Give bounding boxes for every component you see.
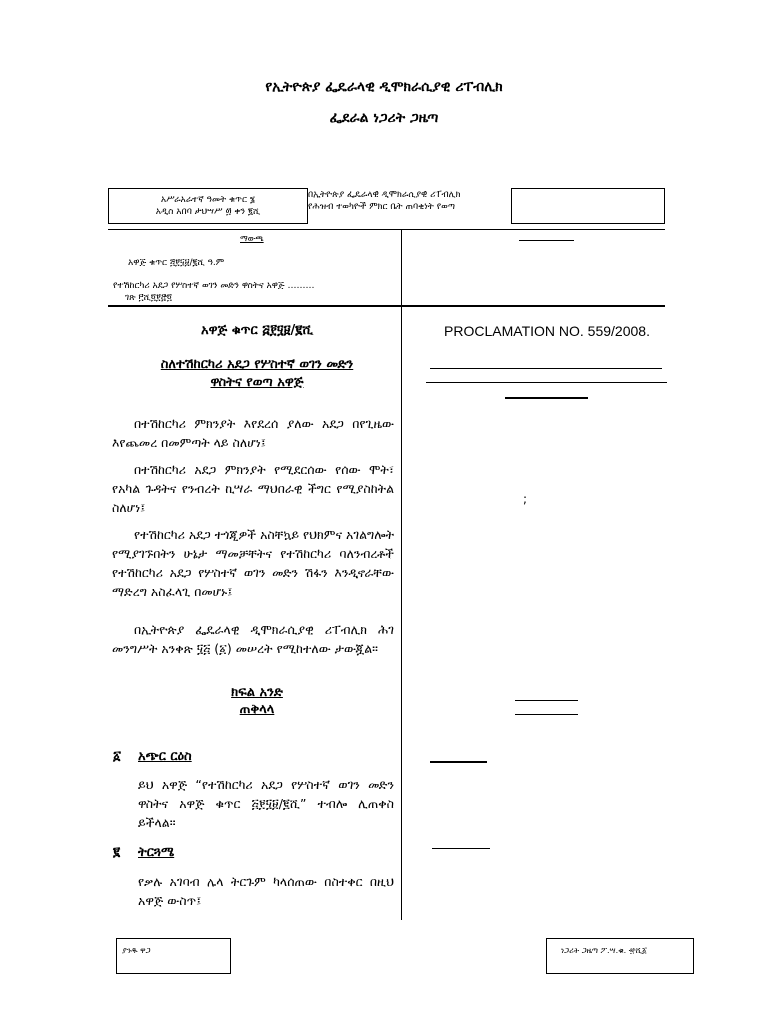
contents-page: ገጽ ፫ሺ፬፻፸፬ [125,293,172,303]
issue-line-1: አሥራአራተኛ ዓመት ቁጥር ፮ [160,195,256,205]
contents-label: ማውጫ [240,234,264,243]
am-proclamation-number: አዋጅ ቁጥር ፭፻፶፱/፪ሺ [200,323,313,338]
am-article-2-text: የቃሉ አገባብ ሌላ ትርጉም ካላሰጠው በስተቀር በዚህ አዋጅ ውስጥ፤ [138,874,394,908]
publisher-info [308,189,508,213]
am-preamble-3: የተሽከርካሪ አደጋ ተጎጂዎች አስቸኳይ የህክምና አገልግሎት የሚያገኙበትን ሁኔታ ማመቻቸትና የተሽከርካሪ ባለንብረቶች የተሽከርካሪ አደጋ የሦስተኛ ወገን መድን ሽፋን እንዲኖራቸው ማድረግ አስፈላጊ በመሆኑ፤ [112,527,395,599]
am-article-2-title: ትርጓሜ [138,845,175,860]
am-title-line-1: ስለተሽከርካሪ አደጋ የሦስተኛ ወገን መድን [160,357,354,372]
publisher-line-2: የሕዝብ ተወካዮች ምክር ቤት ጠባቂነት የወጣ [308,202,455,212]
publisher-line-1: በኢትዮጵያ ፌዴራላዊ ዲሞክራሲያዊ ሪፐብሊክ [308,190,461,200]
issue-info-box [108,188,308,224]
am-article-1-number: ፩ [113,749,122,764]
en-title-rule-3 [505,397,588,399]
am-title-line-2: ዋስትና የወጣ አዋጅ [210,375,304,390]
en-part-rule-1 [515,700,578,701]
en-article-2-rule [432,848,490,849]
am-article-1-title: አጭር ርዕስ [138,749,192,764]
am-preamble-1: በተሽከርካሪ ምክንያት እየደረሰ ያለው አደጋ በየጊዜው እየጨመረ በመምጣት ላይ ስለሆነ፤ [112,416,394,450]
masthead-right-box [511,188,665,224]
am-part-title: ጠቅላላ [239,702,275,717]
po-box-label: ነጋሪት ጋዜጣ ፖ.ሣ.ቁ. ፹ሺ፩ [561,946,647,955]
en-article-1-rule [430,761,487,763]
en-part-rule-2 [515,714,578,715]
am-article-1-text: ይህ አዋጅ “የተሽከርካሪ አደጋ የሦስተኛ ወገን መድን ዋስትና አዋጅ ቁጥር ፭፻፶፱/፪ሺ” ተብሎ ሊጠቀስ ይችላል። [138,777,394,830]
contents-proclamation: አዋጅ ቁጥር ፭፻፶፱/፪ሺ ዓ.ም [128,258,225,268]
gazette-title: ፌደራል ነጋሪት ጋዜጣ [329,110,439,126]
masthead-rule-top [108,229,665,230]
country-title: የኢትዮጵያ ፌዴራላዊ ዲሞክራሲያዊ ሪፐብሊክ [265,79,503,95]
am-part-label: ክፍል አንድ [231,685,283,700]
masthead-rule-bottom [108,305,665,307]
issue-line-2: አዲስ አበባ ታህሣሥ ፴ ቀን ፪ሺ [155,207,261,217]
po-box [546,938,694,974]
contents-title: የተሽከርካሪ አደጋ የሦስተኛ ወገን መድን ዋስትና አዋጅ ……… [113,281,315,291]
am-article-2-number: ፪ [113,845,121,860]
am-title [112,356,402,392]
contents-english-rule [519,240,574,241]
en-semicolon: ; [523,492,528,506]
price-box [116,938,231,974]
en-proclamation-number: PROCLAMATION NO. 559/2008. [444,323,650,339]
am-preamble-2: በተሽከርካሪ አደጋ ምክንያት የሚደርሰው የሰው ሞት፣ የአካል ጉዳትና የንብረት ኪሣራ ማህበራዊ ችግር የሚያስከትል ስለሆነ፤ [112,462,394,515]
en-title-rule-2 [426,382,667,383]
price-label: ያንዱ ዋጋ [122,946,151,955]
en-title-rule-1 [430,368,662,369]
am-preamble-4: በኢትዮጵያ ፌዴራላዊ ዲሞክራሲያዊ ሪፐብሊክ ሕገ መንግሥት አንቀጽ ፶፭ (፩) መሠረት የሚከተለው ታውጇል። [112,622,394,656]
